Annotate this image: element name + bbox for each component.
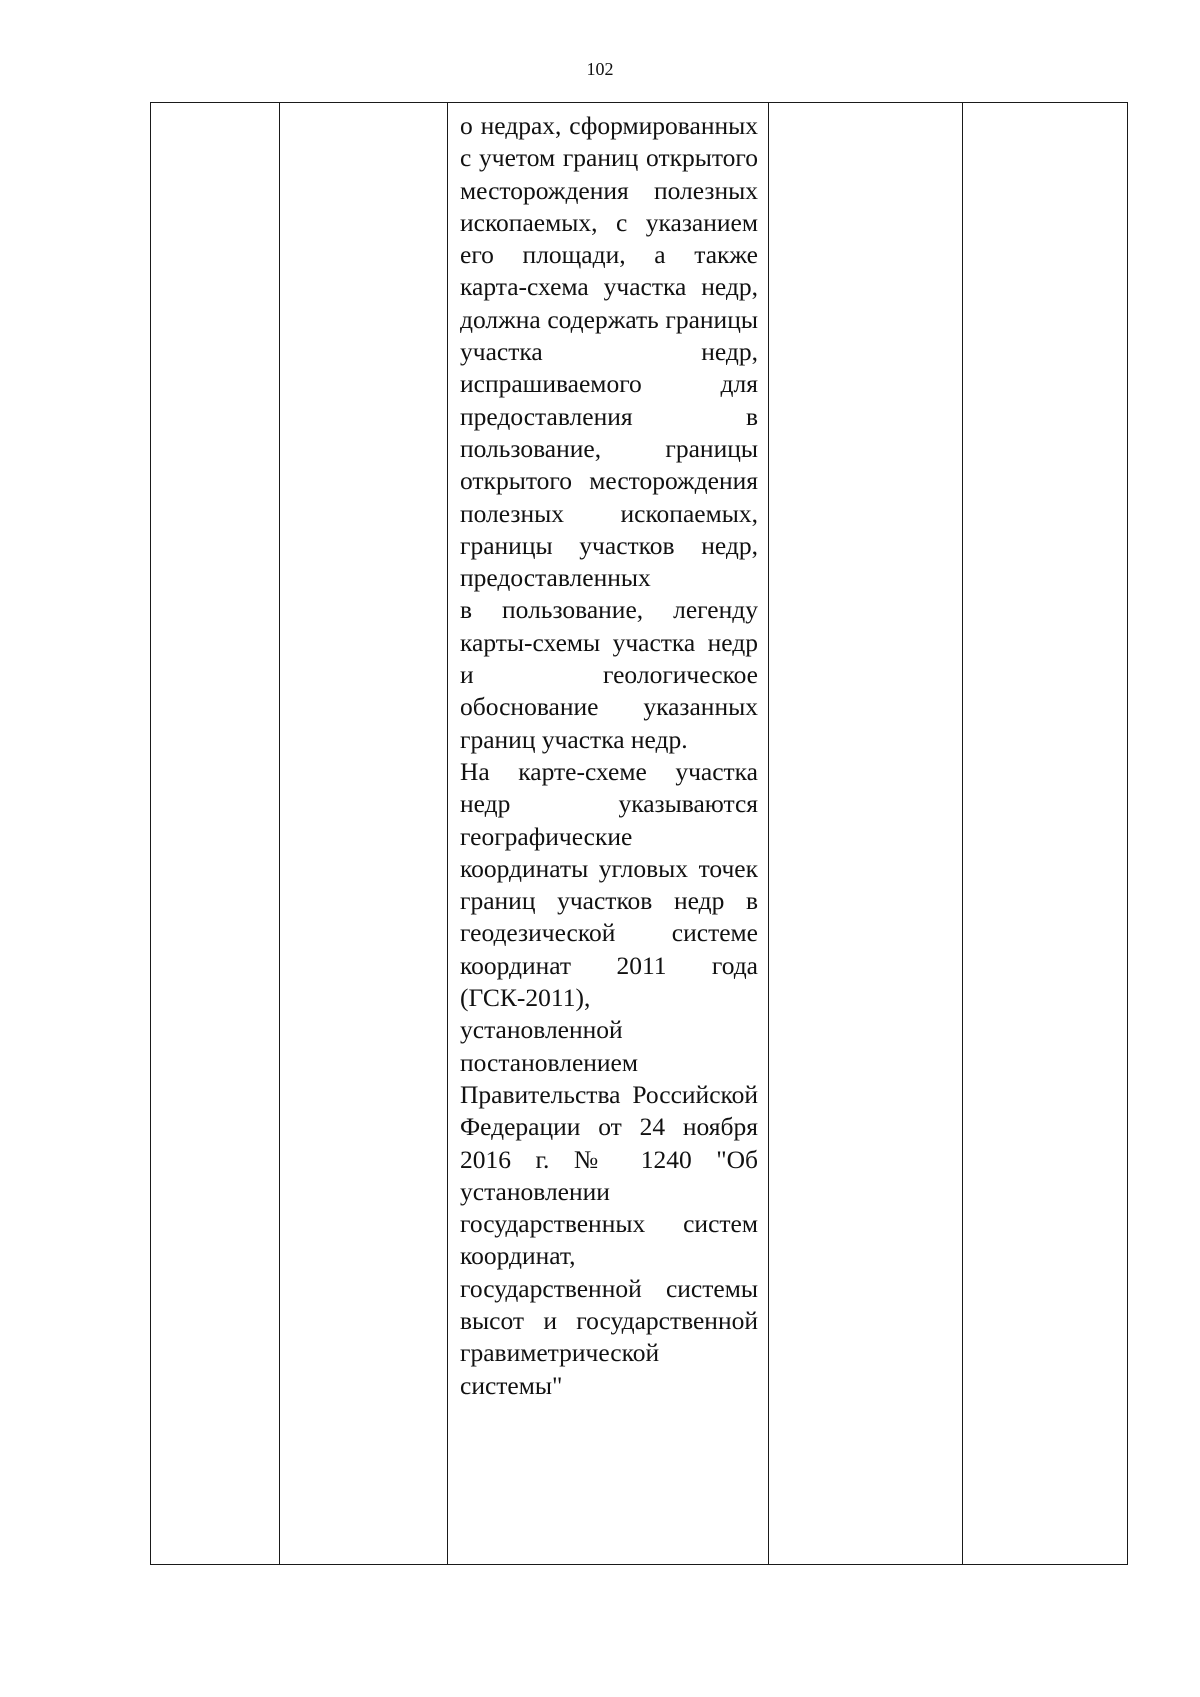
paragraph-map-scheme-requirements: о недрах, сформированных с учетом границ открытого месторождения полезных ископаемых, с указанием его площади, а также карта-схема участка недр, должна содержать границы участка недр, испрашиваемого для предоставления в пользование, границы открытого месторождения полезных ископаемых, границы участков недр, предоставленных [460,111,758,593]
table-cell-col1 [151,103,280,1565]
table-cell-col3 [448,103,769,1565]
table-cell-col4 [769,103,963,1565]
paragraph-coordinates-gsk-2011: На карте-схеме участка недр указываются географические координаты угловых точек границ участков недр в геодезической системе координат 2011 года (ГСК-2011), установленной постановлением Правительства Российской Федерации от 24 ноября 2016 г. № 1240 "Об установлении государственных систем координат, государственной системы высот и государственной гравиметрической системы" [460,756,758,1400]
document-table [150,102,1128,1565]
table-cell-col2 [280,103,448,1565]
paragraph-legend-and-justification: в пользование, легенду карты-схемы участка недр и геологическое обоснование указанных границ участка недр. [460,595,758,754]
requirements-text [448,103,768,1402]
table-cell-col5 [963,103,1128,1565]
table-row [151,103,1128,1565]
page-number: 102 [586,59,614,79]
